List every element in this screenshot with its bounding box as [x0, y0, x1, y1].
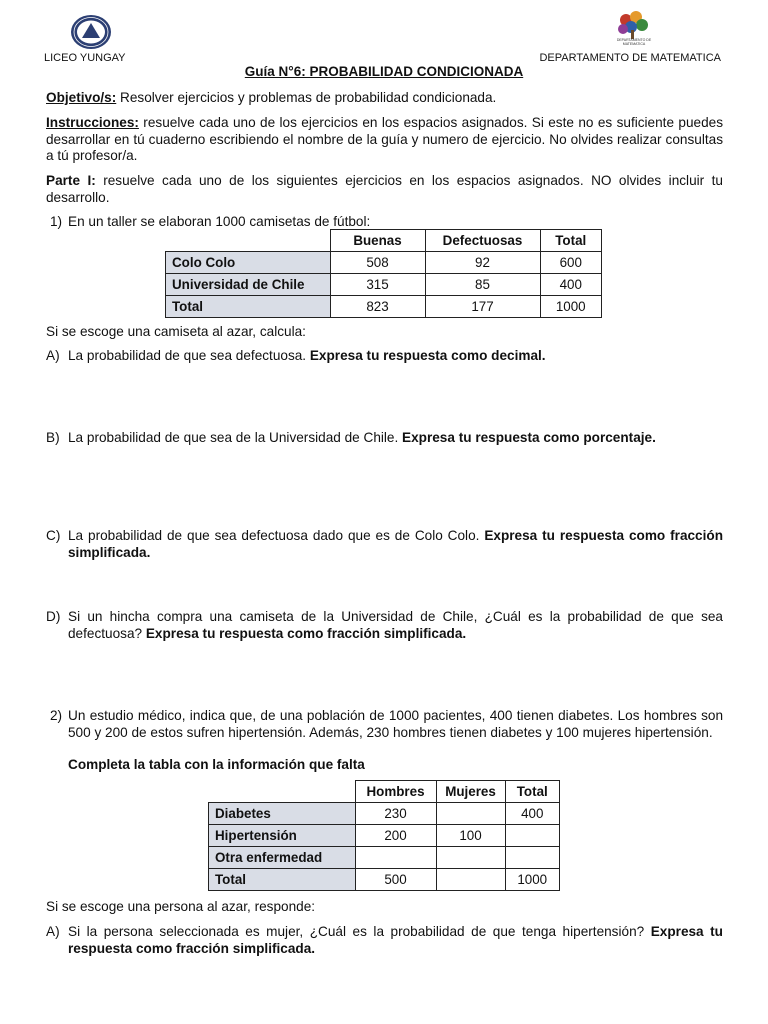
table-header: Hombres	[355, 781, 436, 803]
question-instruction: Expresa tu respuesta como fracción simplificada.	[68, 528, 724, 560]
part1-label: Parte I:	[46, 173, 96, 188]
row-header: Colo Colo	[166, 252, 331, 274]
question-instruction: Expresa tu respuesta como fracción simplificada.	[68, 924, 723, 956]
table-cell: 1000	[505, 869, 560, 891]
question-text: La probabilidad de que sea defectuosa.	[68, 348, 310, 363]
exercise2-number: 2)	[50, 708, 63, 723]
exercise2-intro: Un estudio médico, indica que, de una población de 1000 pacientes, 400 tienen diabetes. Los hombres son 500 y 200 de estos sufren hipertensión. Además, 230 hombres tienen diabetes y 100 mujeres hipertensión.	[68, 708, 723, 740]
row-header: Universidad de Chile	[166, 274, 331, 296]
question-instruction: Expresa tu respuesta como decimal.	[309, 348, 546, 363]
question-text: La probabilidad de que sea defectuosa dado que es de Colo Colo.	[68, 528, 485, 543]
table-cell: 508	[330, 252, 425, 274]
exercise1-number: 1)	[50, 214, 63, 229]
table-cell: 823	[330, 296, 425, 318]
table-header: Buenas	[330, 230, 425, 252]
exercise1-question-c	[46, 528, 724, 561]
table-row	[166, 230, 602, 252]
table-cell: 1000	[540, 296, 602, 318]
row-header: Total	[166, 296, 331, 318]
page-title: Guía N°6: PROBABILIDAD CONDICIONADA	[244, 64, 524, 79]
table-cell: 85	[425, 274, 540, 296]
question-letter: B)	[46, 430, 60, 445]
table-cell[interactable]	[436, 847, 505, 869]
row-header: Hipertensión	[209, 825, 356, 847]
exercise1-question-a	[46, 348, 723, 365]
exercise1-intro: En un taller se elaboran 1000 camisetas de fútbol:	[68, 214, 371, 229]
table-row	[209, 803, 560, 825]
table-row	[166, 274, 602, 296]
table-cell: 315	[330, 274, 425, 296]
table-row	[209, 847, 560, 869]
exercise1-question-b	[46, 430, 723, 447]
part1-text: resuelve cada uno de los siguientes ejercicios en los espacios asignados. NO olvides incluir tu desarrollo.	[46, 173, 723, 205]
math-department-logo-caption: DEPARTAMENTO DE MATEMATICA	[616, 38, 652, 46]
table-cell[interactable]	[505, 847, 560, 869]
table-header: Total	[505, 781, 560, 803]
instructions-text: resuelve cada uno de los ejercicios en los espacios asignados. Si este no es suficiente puedes desarrollar en tú cuaderno escribiendo el nombre de la guía y numero de ejercicio. No olvides realizar consultas a tú profesor/a.	[46, 115, 723, 163]
table-cell: 100	[436, 825, 505, 847]
department-name: DEPARTAMENTO DE MATEMATICA	[539, 52, 721, 64]
table-cell[interactable]	[505, 825, 560, 847]
table-cell[interactable]	[355, 847, 436, 869]
table-cell: 230	[355, 803, 436, 825]
objective-paragraph	[46, 90, 723, 107]
table-cell: 177	[425, 296, 540, 318]
exercise2-instruction: Completa la tabla con la información que falta	[68, 757, 365, 772]
objective-label: Objetivo/s:	[46, 90, 117, 105]
row-header: Diabetes	[209, 803, 356, 825]
objective-text: Resolver ejercicios y problemas de probabilidad condicionada.	[116, 90, 497, 105]
question-letter: D)	[46, 609, 61, 624]
exercise2-question-a	[46, 924, 723, 957]
question-instruction: Expresa tu respuesta como fracción simplificada.	[145, 625, 467, 641]
table-row	[209, 869, 560, 891]
table-header: Total	[540, 230, 602, 252]
question-letter: A)	[46, 348, 60, 363]
table-row	[166, 296, 602, 318]
table-cell: 400	[540, 274, 602, 296]
exercise1-prompt: Si se escoge una camiseta al azar, calcula:	[46, 324, 306, 339]
question-letter: A)	[46, 924, 60, 939]
patients-table	[208, 780, 560, 891]
question-instruction: Expresa tu respuesta como porcentaje.	[402, 430, 656, 445]
row-header: Otra enfermedad	[209, 847, 356, 869]
question-text: Si un hincha compra una camiseta de la Universidad de Chile, ¿Cuál es la probabilidad de que sea defectuosa?	[68, 609, 723, 641]
school-name: LICEO YUNGAY	[44, 52, 126, 64]
question-text: Si la persona seleccionada es mujer, ¿Cuál es la probabilidad de que tenga hipertensión?	[68, 924, 651, 939]
instructions-paragraph	[46, 115, 723, 165]
part1-paragraph	[46, 173, 723, 206]
table-cell: 92	[425, 252, 540, 274]
question-letter: C)	[46, 528, 61, 543]
table-cell: 400	[505, 803, 560, 825]
table-cell: 500	[355, 869, 436, 891]
exercise2-prompt: Si se escoge una persona al azar, responde:	[46, 899, 316, 914]
table-cell[interactable]	[436, 803, 505, 825]
school-logo-icon	[70, 14, 112, 50]
table-cell: 200	[355, 825, 436, 847]
table-header: Defectuosas	[425, 230, 540, 252]
question-text: La probabilidad de que sea de la Universidad de Chile.	[68, 430, 403, 445]
table-cell: 600	[540, 252, 602, 274]
shirts-table	[165, 229, 602, 318]
instructions-label: Instrucciones:	[46, 115, 139, 130]
table-row	[166, 252, 602, 274]
table-cell[interactable]	[436, 869, 505, 891]
table-row	[209, 781, 560, 803]
table-row	[209, 825, 560, 847]
exercise1-question-d	[46, 609, 723, 642]
table-header: Mujeres	[436, 781, 505, 803]
row-header: Total	[209, 869, 356, 891]
